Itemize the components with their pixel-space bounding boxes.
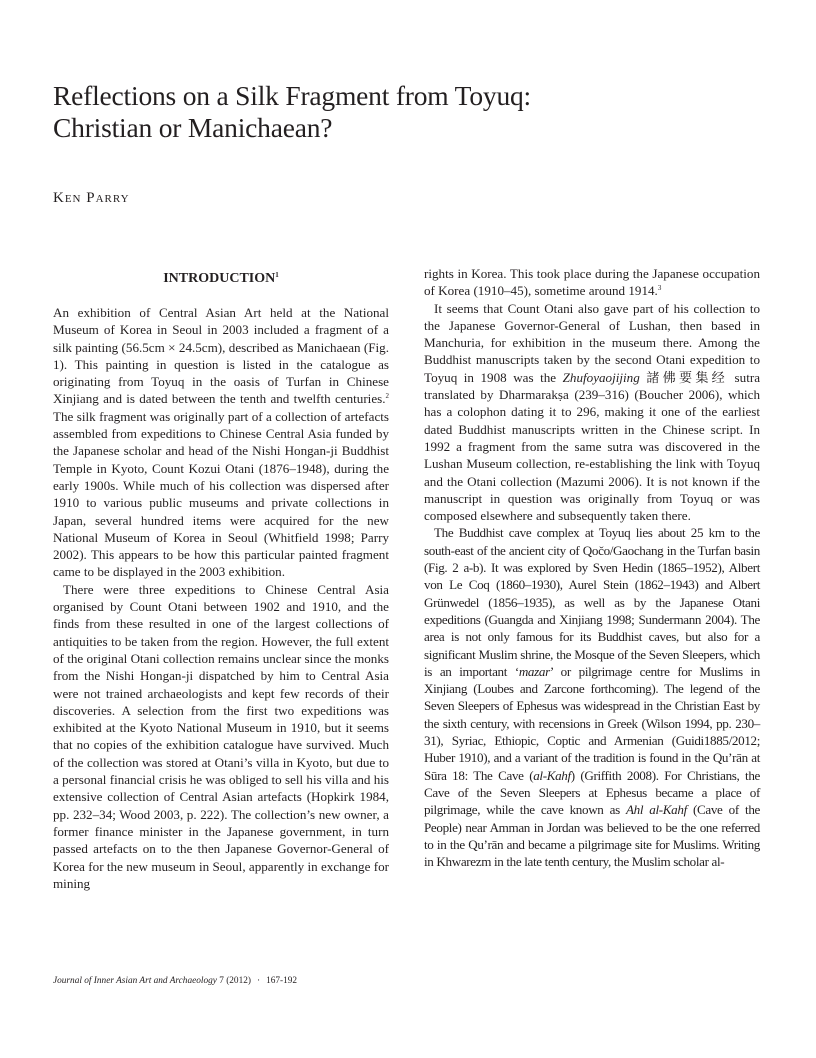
paragraph-text: It seems that Count Otani also gave part of his collection to the Japanese Governor-General of Lushan, then based in Manchuria, for exhibition in the museum there. Among the Buddhist manuscripts taken by the second Otani expedition to Toyuq in 1908 was the [424,300,760,385]
page-footer [53,976,297,986]
paragraph-text: ) (Griffith 2008). For Christians, the Cave of the Seven Sleepers at Ephesus became a place of pilgrimage, while the cave known as [424,767,760,818]
paragraph-intro-1 [53,304,389,581]
paragraph-toyuq-caves [424,524,760,870]
paragraph-text: 諸佛要集经 sutra translated by Dharmarakṣa (239–316) (Boucher 2006), which has a colophon dating it to 296, making it one of the earliest dated Buddhist manuscripts written in the Chinese script. In 1992 a fragment from the same sutra was discovered in the Lushan Museum collection, re-establishing the link with Toyuq and the Otani collection (Mazumi 2006). It is not known if the manuscript in question was originally from Toyuq or was composed elsewhere and subsequently taken there. [424,369,761,524]
footnote-ref-3: 3 [657,284,662,293]
footnote-ref-1: 1 [275,271,279,279]
paragraph-text: An exhibition of Central Asian Art held at the National Museum of Korea in Seoul in 2003 included a fragment of a silk painting (56.5cm × 24.5cm), described as Manichaean (Fig. 1). This painting in question is listed in the catalogue as originating from Toyuq in the oasis of Turfan in Chinese Xinjiang and is dated between the tenth and twelfth centuries. [53,305,389,407]
italic-term: Ahl al-Kahf [626,802,687,818]
paragraph-intro-2: There were three expeditions to Chinese Central Asia organised by Count Otani between 1902 and 1910, and the finds from these resulted in one of the largest collections of antiquities to be taken from the region. However, the full extent of the original Otani collection remains unclear since the monks from the Nishi Hongan-ji dispatched by him to Central Asia were not trained archaeologists and kept few records of their discoveries. A selection from the first two expeditions was exhibited at the Kyoto National Museum in 1910, but it seems that no copies of the exhibition catalogue have survived. Much of the collection was stored at Otani’s villa in Kyoto, but due to a personal financial crisis he was obliged to sell his villa and his extensive collection of Central Asian artefacts (Hopkirk 1984, pp. 232–34; Wood 2003, p. 222). The collection’s new owner, a former finance minister in the Japanese government, in turn passed artefacts on to the then Japanese Governor-General of Korea for the new museum in Seoul, apparently in exchange for mining [53,581,389,891]
italic-term: mazar [518,663,550,679]
paragraph-text: The Buddhist cave complex at Toyuq lies about 25 km to the south-east of the ancient city of Qočo/Gaochang in the Turfan basin (Fig. 2 a-b). It was explored by Sven Hedin (1865–1952), Albert von Le Coq (1860–1930), Aurel Stein (1862–1943) and Albert Grünwedel (1856–1935), as well as by the Japanese Otani expeditions (Guangda and Xinjiang 1998; Sundermann 2004). The area is not only famous for its Buddhist caves, but also for a significant Muslim shrine, the Mosque of the Seven Sleepers, which is an important ‘ [424,525,760,679]
footnote-ref-2: 2 [385,392,389,401]
paragraph-otani-collection [424,300,760,525]
right-column [424,265,760,870]
paragraph-text: rights in Korea. This took place during the Japanese occupation of Korea (1910–45), sometime around 1914. [424,266,760,299]
article-title-line-2: Christian or Manichaean? [53,112,333,143]
left-column [53,265,389,892]
page-range: 167-192 [266,976,298,986]
author-name: Ken Parry [53,190,130,206]
paragraph-text: (Cave of the People) near Amman in Jordan was believed to be the one referred to in the Qu’rān and became a pilgrimage site for Muslims. Writing in Khwarezm in the late tenth century, the Muslim scholar al- [424,802,760,870]
section-heading-text: INTRODUCTION [163,271,276,286]
italic-term: al-Kahf [533,767,571,783]
paragraph-text: ’ or pilgrimage centre for Muslims in Xinjiang (Loubes and Zarcone forthcoming). The legend of the Seven Sleepers of Ephesus was widespread in the Christian East by the sixth century, with recensions in Greek (Wilson 1994, pp. 230–31), Syriac, Ethiopic, Coptic and Armenian (Guidi1885/2012; Huber 1910), and a variant of the tradition is found in the Qu’rān at Sūra 18: The Cave ( [424,663,760,783]
article-title-line-1: Reflections on a Silk Fragment from Toyuq: [53,80,531,111]
paragraph-continued [424,265,760,300]
article-title [53,80,753,144]
journal-name: Journal of Inner Asian Art and Archaeology [53,976,217,986]
journal-volume: 7 (2012) [219,976,251,986]
paragraph-text: The silk fragment was originally part of a collection of artefacts assembled from expeditions to Chinese Central Asia funded by the Japanese scholar and head of the Nishi Hongan-ji Buddhist Temple in Kyoto, Count Kozui Otani (1876–1948), during the early 1900s. While much of his collection was dispersed after 1910 to various public museums and private collections in Japan, several hundred items were acquired for the new National Museum of Korea in Seoul (Whitfield 1998; Parry 2002). This appears to be how this particular painted fragment came to be displayed in the 2003 exhibition. [53,408,389,580]
section-heading [53,270,389,287]
italic-title: Zhufoyaojijing [562,369,640,385]
footer-separator: · [256,976,261,986]
